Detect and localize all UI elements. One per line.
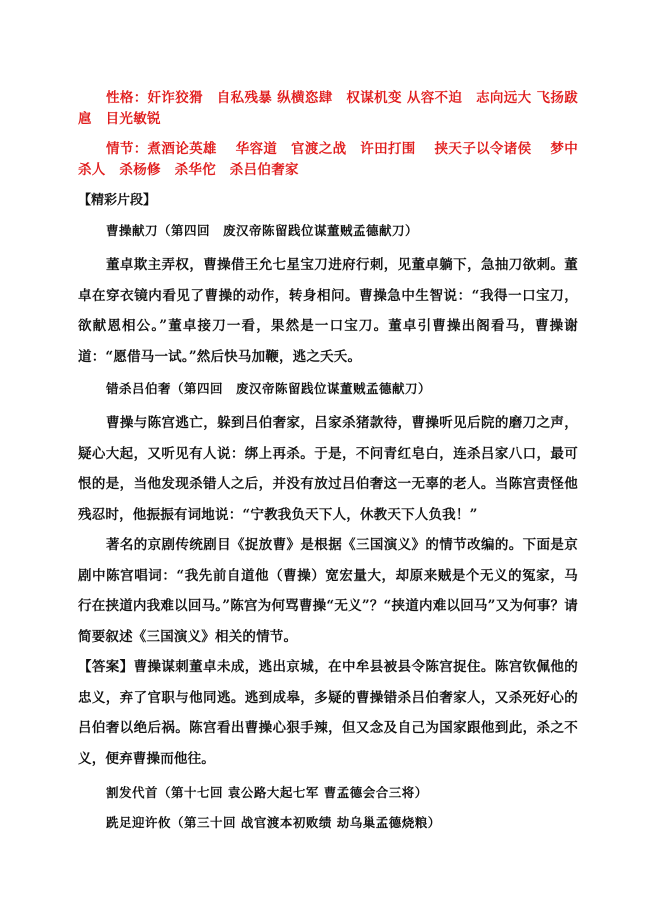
question-paragraph: 著名的京剧传统剧目《捉放曹》是根据《三国演义》的情节改编的。下面是京剧中陈宫唱词：“我先前自道他（曹操）宽宏量大，却原来贼是个无义的冤家，马行在挟道内我难以回马。”陈宫为何骂曹操“无义”？“挟道内难以回马”又为何事？请简要叙述《三国演义》相关的情节。 [78, 537, 578, 645]
answer-paragraph [78, 652, 578, 774]
episode-title: 曹操献刀（第四回 废汉帝陈留践位谋董贼孟德献刀） [106, 223, 419, 238]
section-heading: 【精彩片段】 [78, 193, 157, 208]
episode-title: 跣足迎许攸（第三十回 战官渡本初败绩 劫乌巢孟德烧粮） [106, 815, 441, 830]
episode-title: 割发代首（第十七回 袁公路大起七军 曹孟德会合三将） [106, 785, 428, 800]
episode1-paragraph: 董卓欺主弄权，曹操借王允七星宝刀进府行刺，见董卓躺下，急抽刀欲刺。董卓在穿衣镜内看见了曹操的动作，转身相问。曹操急中生智说：“我得一口宝刀，欲献恩相公。”董卓接刀一看，果然是一口宝刀。董卓引曹操出阁看马，曹操谢道：“愿借马一试。”然后快马加鞭，逃之夭夭。 [78, 257, 578, 365]
plot-line: 情节：煮酒论英雄 华容道 官渡之战 许田打围 挟天子以令诸侯 梦中杀人 杀杨修 杀华佗 杀吕伯奢家 [78, 141, 578, 178]
episode-text [78, 408, 578, 774]
answer-text: 曹操谋刺董卓未成，逃出京城，在中牟县被县令陈宫捉住。陈宫钦佩他的忠义，弃了官职与他同逃。逃到成皋，多疑的曹操错杀吕伯奢家人，又杀死好心的吕伯奢以绝后祸。陈宫看出曹操心狠手辣，但又念及自己为国家跟他到此，杀之不义，便弃曹操而他往。 [78, 659, 578, 767]
episode-text [78, 250, 578, 372]
document-page [78, 88, 578, 842]
personality-line: 性格：奸诈狡猾 自私残暴 纵横恣肆 权谋机变 从容不迫 志向远大 飞扬跋扈 目光敏锐 [78, 90, 578, 127]
episode2-paragraph: 曹操与陈宫逃亡，躲到吕伯奢家，吕家杀猪款待，曹操听见后院的磨刀之声，疑心大起，又听见有人说：绑上再杀。于是，不问青红皂白，连杀吕家八口，最可恨的是，当他发现杀错人之后，并没有放过吕伯奢这一无辜的老人。当陈宫责怪他残忍时，他振振有词地说：“宁教我负天下人，休教天下人负我！” [78, 415, 578, 523]
answer-tag: 【答案】 [78, 659, 134, 675]
episode-title: 错杀吕伯奢（第四回 废汉帝陈留践位谋董贼孟德献刀） [106, 381, 432, 396]
